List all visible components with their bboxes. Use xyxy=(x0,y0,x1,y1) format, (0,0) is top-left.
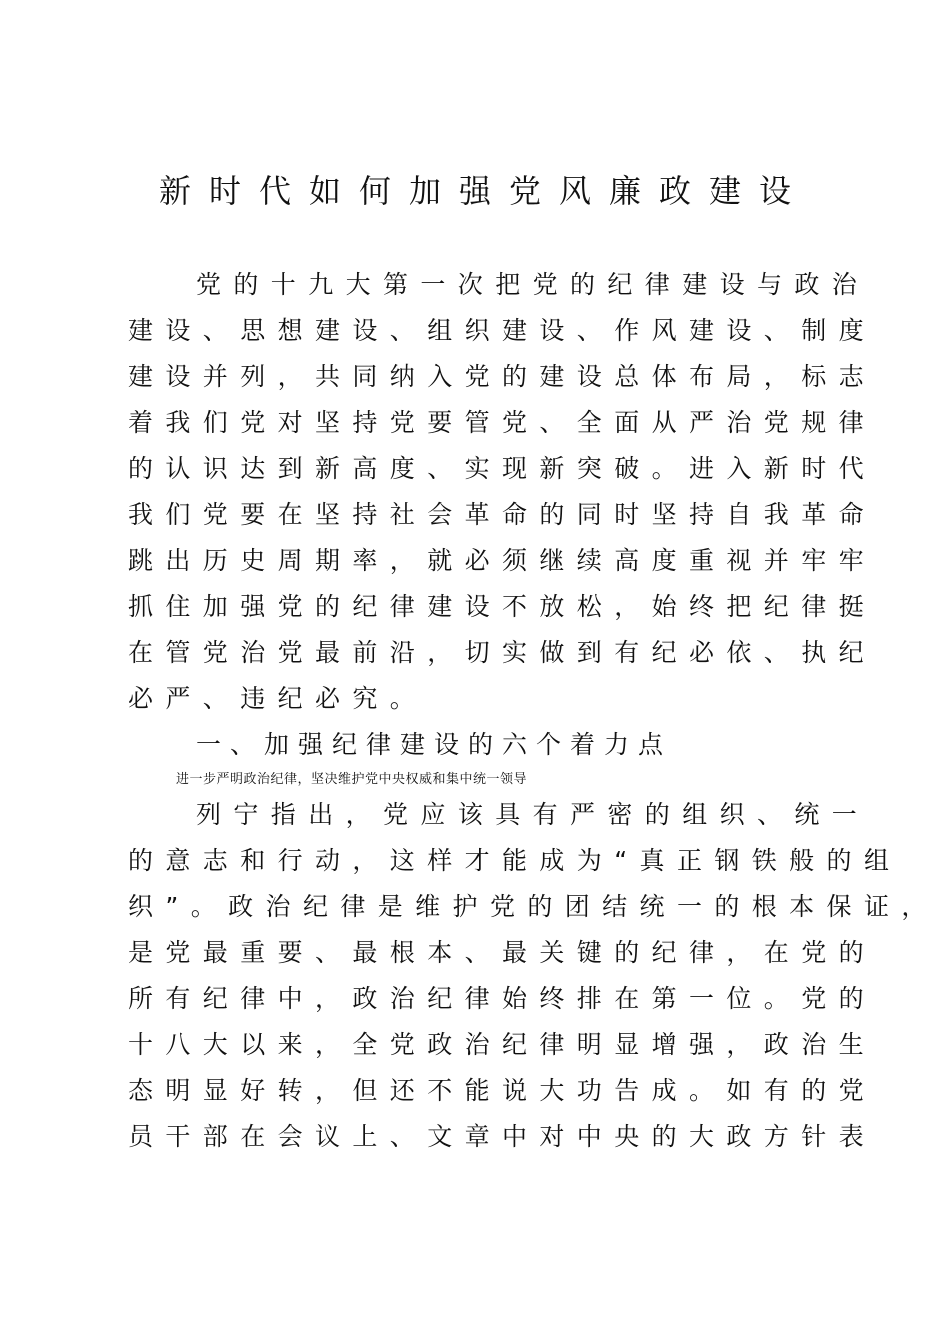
section-heading: 一、加强纪律建设的六个着力点 xyxy=(196,730,673,759)
document-title: 新时代如何加强党风廉政建设 xyxy=(158,172,809,210)
section-note: 进一步严明政治纪律，坚决维护党中央权威和集中统一领导 xyxy=(176,772,528,787)
paragraph-line: 跳出历史周期率，就必须继续高度重视并牢牢 xyxy=(128,546,877,575)
paragraph-line: 十八大以来，全党政治纪律明显增强，政治生 xyxy=(128,1030,877,1059)
paragraph-line: 抓住加强党的纪律建设不放松，始终把纪律挺 xyxy=(128,592,877,621)
paragraph-line: 员干部在会议上、文章中对中央的大政方针表 xyxy=(128,1122,877,1151)
paragraph-line: 着我们党对坚持党要管党、全面从严治党规律 xyxy=(128,408,877,437)
paragraph-line: 的认识达到新高度、实现新突破。进入新时代 xyxy=(128,454,877,483)
paragraph-line: 党的十九大第一次把党的纪律建设与政治 xyxy=(196,270,870,299)
paragraph-line: 列宁指出，党应该具有严密的组织、统一 xyxy=(196,800,870,829)
paragraph-line: 我们党要在坚持社会革命的同时坚持自我革命 xyxy=(128,500,877,529)
paragraph-line: 所有纪律中，政治纪律始终排在第一位。党的 xyxy=(128,984,877,1013)
paragraph-line: 在管党治党最前沿，切实做到有纪必依、执纪 xyxy=(128,638,877,667)
paragraph-line: 织”。政治纪律是维护党的团结统一的根本保证， xyxy=(128,892,939,921)
paragraph-line: 是党最重要、最根本、最关键的纪律，在党的 xyxy=(128,938,877,967)
paragraph-line: 建设、思想建设、组织建设、作风建设、制度 xyxy=(128,316,877,345)
paragraph-line: 建设并列，共同纳入党的建设总体布局，标志 xyxy=(128,362,877,391)
paragraph-line: 态明显好转，但还不能说大功告成。如有的党 xyxy=(128,1076,877,1105)
paragraph-line: 的意志和行动，这样才能成为“真正钢铁般的组 xyxy=(128,846,902,875)
paragraph-line: 必严、违纪必究。 xyxy=(128,684,428,713)
